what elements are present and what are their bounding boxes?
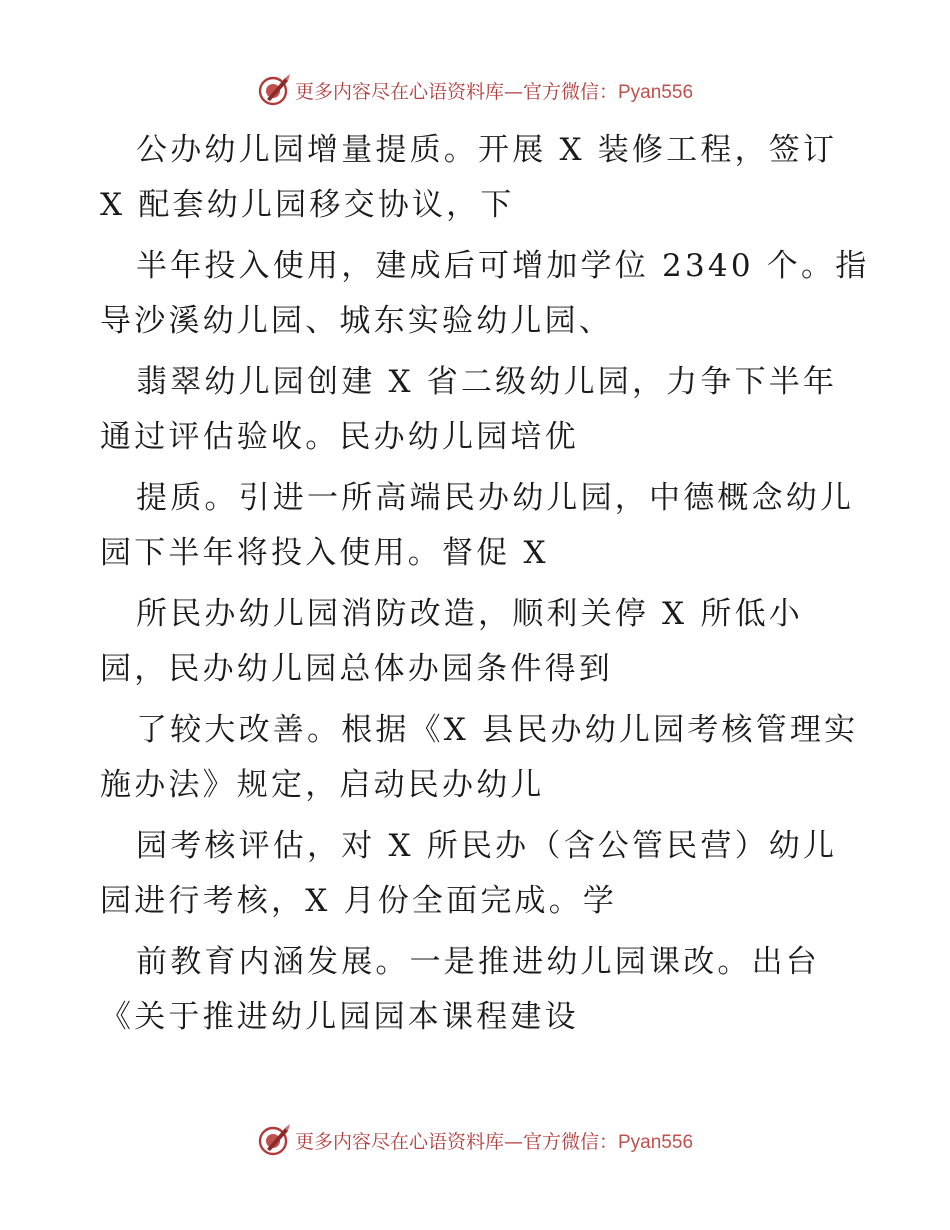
quill-logo-icon bbox=[257, 1123, 291, 1157]
body-line: 施办法》规定，启动民办幼儿 bbox=[100, 767, 545, 803]
body-line: 提质。引进一所高端民办幼儿园，中德概念幼儿 bbox=[136, 480, 855, 516]
body-line: 公办幼儿园增量提质。开展 X 装修工程，签订 bbox=[136, 132, 838, 168]
body-line: 园下半年将投入使用。督促 X bbox=[100, 535, 549, 571]
header-wechat-id: Pyan556 bbox=[618, 81, 694, 103]
body-line: 翡翠幼儿园创建 X 省二级幼儿园，力争下半年 bbox=[136, 364, 838, 400]
body-line: 园，民办幼儿园总体办园条件得到 bbox=[100, 651, 613, 687]
body-line: 通过评估验收。民办幼儿园培优 bbox=[100, 419, 579, 455]
footer-banner-text: 更多内容尽在心语资料库—官方微信：Pyan556 bbox=[294, 1130, 694, 1153]
body-line: 导沙溪幼儿园、城东实验幼儿园、 bbox=[100, 303, 613, 339]
body-line: 园考核评估，对 X 所民办（含公管民营）幼儿 bbox=[136, 828, 838, 864]
footer-wechat-id: Pyan556 bbox=[618, 1131, 694, 1153]
quill-logo-icon bbox=[257, 73, 291, 107]
footer-banner bbox=[0, 1120, 950, 1160]
body-line: 前教育内涵发展。一是推进幼儿园课改。出台 bbox=[136, 944, 820, 980]
header-banner-text: 更多内容尽在心语资料库—官方微信：Pyan556 bbox=[294, 80, 694, 103]
body-line: 半年投入使用，建成后可增加学位 2340 个。指 bbox=[136, 248, 870, 284]
body-line: 了较大改善。根据《X 县民办幼儿园考核管理实 bbox=[136, 712, 859, 748]
body-line: X 配套幼儿园移交协议，下 bbox=[100, 187, 515, 223]
body-line: 园进行考核，X 月份全面完成。学 bbox=[100, 883, 618, 919]
body-line: 《关于推进幼儿园园本课程建设 bbox=[100, 999, 579, 1035]
header-banner bbox=[0, 70, 950, 110]
body-line: 所民办幼儿园消防改造，顺利关停 X 所低小 bbox=[136, 596, 803, 632]
